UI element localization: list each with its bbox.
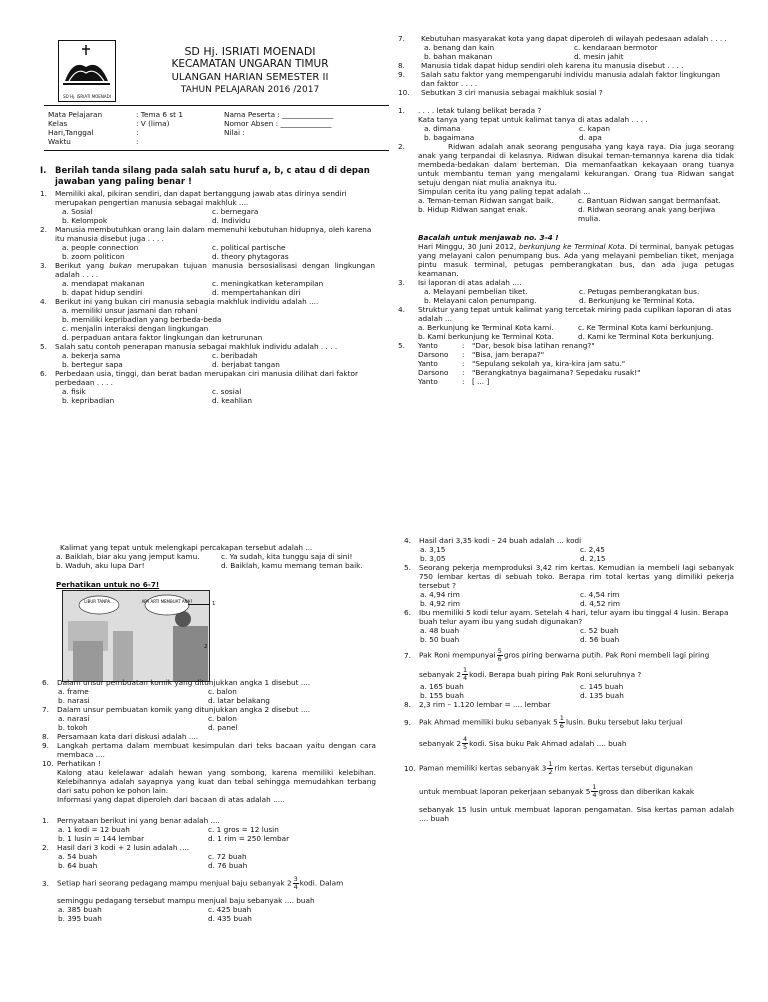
option-c[interactable]: c. 4,54 rim [580, 590, 620, 599]
option-d[interactable]: d. keahlian [212, 396, 252, 405]
value-hari: : [136, 128, 139, 137]
option-a[interactable]: a. 385 buah [58, 905, 102, 914]
dialog-line [418, 377, 641, 386]
option-a[interactable]: a. 54 buah [58, 852, 98, 861]
option-d[interactable]: d. Kami ke Terminal Kota berkunjung. [578, 332, 714, 341]
question-3: 3. Berikut yang bukan merupakan tujuan manusia bersosialisasi dengan lingkungan adalah . . . . a. mendapat makanan c. meningkatkan keterampilan b. dapat hidup sendiri d. mempertahankan diri [40, 261, 375, 297]
exam-title: ULANGAN HARIAN SEMESTER II [171, 72, 329, 83]
option-c[interactable]: c. 425 buah [208, 905, 252, 914]
school-logo-icon [59, 41, 114, 99]
left-bottom-section [56, 543, 376, 589]
option-d[interactable]: d. 76 buah [208, 861, 248, 870]
option-d[interactable]: d. 435 buah [208, 914, 252, 923]
option-a[interactable]: a. Melayani pembelian tiket. [424, 287, 528, 296]
option-b[interactable]: b. bagaimana [424, 133, 475, 142]
option-b[interactable]: b. 50 buah [420, 635, 460, 644]
question-5: 5. Salah satu contoh penerapan manusia sebagai makhluk individu adalah . . . . a. bekerja sama c. beribadah b. bertegur sapa d. berjabat tangan [40, 342, 375, 369]
section-instruction: I. Berilah tanda silang pada salah satu huruf a, b, c atau d di depan jawaban yang paling benar ! [40, 166, 370, 187]
option-c[interactable]: c. meningkatkan keterampilan [212, 279, 324, 288]
reading-title: Bacalah untuk menjawab no. 3-4 ! [418, 233, 559, 242]
value-kelas: : V (lima) [136, 119, 170, 128]
option-d[interactable]: d. Baiklah, kamu memang teman baik. [221, 561, 363, 570]
option-a[interactable]: a. 48 buah [420, 626, 460, 635]
option-d[interactable]: d. 56 buah [580, 635, 620, 644]
option-d[interactable]: d. theory phytagoras [212, 252, 289, 261]
option-d[interactable]: d. perpaduan antara faktor lingkungan dan ketrurunan [62, 333, 263, 342]
option-c[interactable]: c. political partische [212, 243, 286, 252]
option-d[interactable]: d. mempertahankan diri [212, 288, 301, 297]
option-d[interactable]: d. 135 buah [580, 691, 624, 700]
colon: : [462, 368, 465, 377]
option-b[interactable]: b. Hidup Ridwan sangat enak. [418, 205, 528, 214]
option-c[interactable]: c. kapan [579, 124, 610, 133]
option-a[interactable]: a. frame [58, 687, 89, 696]
option-a[interactable]: a. Berkunjung ke Terminal Kota kami. [418, 323, 554, 332]
option-d[interactable]: d. mesin jahit [574, 52, 624, 61]
comic-pointer-1 [188, 604, 210, 605]
option-c[interactable]: c. 52 buah [580, 626, 619, 635]
option-c[interactable]: c. menjalin interaksi dengan lingkungan [62, 324, 209, 333]
option-d[interactable]: d. 4,52 rim [580, 599, 620, 608]
logo-text: SD Hj. ISRIATI MOENADI [63, 94, 111, 99]
question-m5: 5. Seorang pekerja memproduksi 3,42 rim kertas. Kemudian ia membeli lagi sebanyak 750 lembar kertas di sebuah toko. Berapa rim total kertas yang dimiliki pekerja tersebut ? a. 4,94 rim c. 4,54 rim b. 4,92 rim d. 4,52 rim [404, 563, 734, 608]
option-c[interactable]: c. sosial [212, 387, 242, 396]
option-b[interactable]: b. 155 buah [420, 691, 464, 700]
colon: : [462, 359, 465, 368]
question-2: 2. Manusia membutuhkan orang lain dalam memenuhi kebutuhan hidupnya, oleh karena itu manusia disebut juga . . . . a. people connection c. political partische b. zoom politicon d. theory phytagoras [40, 225, 372, 261]
school-header [130, 45, 370, 96]
question-r1: 1. . . . . letak tulang belikat berada ? Kata tanya yang tepat untuk kalimat tanya di atas adalah . . . . a. dimana c. kapan b. bagaimana d. apa [398, 106, 734, 142]
field-nama[interactable]: Nama Peserta : ______________ [224, 110, 334, 119]
info-divider [44, 150, 389, 151]
utterance: "Berangkatnya bagaimana? Sepedaku rusak!" [472, 368, 641, 377]
option-a[interactable]: a. people connection [62, 243, 139, 252]
question-m9: 9. Pak Ahmad memiliki buku sebanyak 5 $\frac{1}{6}$ lusin. Buku tersebut laku terjual sebanyak 2 $\frac{4}{5}$ kodi. Sisa buku Pak Ahmad adalah .... buah [404, 714, 683, 751]
option-c[interactable]: c. kendaraan bermotor [574, 43, 658, 52]
option-c[interactable]: c. 72 buah [208, 852, 247, 861]
field-nomor[interactable]: Nomor Absen : ______________ [224, 119, 332, 128]
colon: : [462, 350, 465, 359]
reading-passage [398, 233, 734, 278]
label-kelas: Kelas [48, 119, 68, 128]
option-a[interactable]: a. 4,94 rim [420, 590, 460, 599]
option-b[interactable]: b. 395 buah [58, 914, 102, 923]
utterance: "Dar, besok bisa latihan renang?" [472, 341, 595, 350]
question-s7: 7. Dalam unsur pembuatan komik yang ditunjukkan angka 2 disebut .... a. narasi c. balon b. tokoh d. panel [42, 705, 376, 732]
question-m4: 4. Hasil dari 3,35 kodi – 24 buah adalah ... kodi a. 3,15 c. 2,45 b. 3,05 d. 2,15 [404, 536, 734, 563]
school-district: KECAMATAN UNGARAN TIMUR [171, 58, 329, 70]
option-d[interactable]: d. Berkunjung ke Terminal Kota. [579, 296, 695, 305]
option-b[interactable]: b. 4,92 rim [420, 599, 460, 608]
question-10: 10. Sebutkan 3 ciri manusia sebagai makhluk sosial ? [398, 88, 603, 97]
dialog-line [418, 350, 641, 359]
label-hari: Hari,Tanggal [48, 128, 94, 137]
option-a[interactable]: a. dimana [424, 124, 461, 133]
question-m6: 6. Ibu memiliki 5 kodi telur ayam. Setelah 4 hari, telur ayam ibu tinggal 4 lusin. Berapa buah telur ayam ibu yang sudah digunakan? a. 48 buah c. 52 buah b. 50 buah d. 56 buah [404, 608, 729, 644]
option-c[interactable]: c. beribadah [212, 351, 258, 360]
option-a[interactable]: a. 165 buah [420, 682, 464, 691]
option-d[interactable]: d. 2,15 [580, 554, 606, 563]
label-mapel: Mata Pelajaran [48, 110, 103, 119]
utterance: "Bisa, jam berapa?" [472, 350, 545, 359]
option-d[interactable]: d. Ridwan seorang anak yang berjiwa mulia. [578, 205, 716, 223]
school-name: SD Hj. ISRIATI MOENADI [184, 45, 316, 58]
question-m7: 7. Pak Roni mempunyai $\frac{5}{6}$ gros piring berwarna putih. Pak Roni membeli lagi piring sebanyak 2 $\frac{1}{4}$ kodi. Berapa buah piring Pak Roni seluruhnya ? a. 165 buah c. 145 buah b. 155 buah d. 135 buah [404, 648, 734, 700]
option-d[interactable]: d. Individu [212, 216, 251, 225]
option-a[interactable]: a. Baiklah, biar aku yang jemput kamu. [56, 552, 200, 561]
option-c[interactable]: c. bernegara [212, 207, 259, 216]
comic-bubble-1-text: LIBUR TANPA... [84, 599, 114, 604]
option-d[interactable]: d. berjabat tangan [212, 360, 280, 369]
question-8: 8. Manusia tidak dapat hidup sendiri oleh karena itu manusia disebut . . . . [398, 61, 684, 70]
option-a[interactable]: a. benang dan kain [424, 43, 495, 52]
dialog-question: Kalimat yang tepat untuk melengkapi percakapan tersebut adalah ... a. Baiklah, biar aku yang jemput kamu. c. Ya sudah, kita tunggu saja di sini! b. Waduh, aku lupa Dar! d. Baiklah, kamu memang teman baik. [56, 543, 376, 570]
question-s9: 9. Langkah pertama dalam membuat kesimpulan dari teks bacaan yaitu dengan cara membaca .... [42, 741, 376, 759]
question-7: 7. Kebutuhan masyarakat kota yang dapat diperoleh di wilayah pedesaan adalah . . . . a. benang dan kain c. kendaraan bermotor b. bahan makanan d. mesin jahit [398, 34, 727, 61]
option-a[interactable]: a. Sosial [62, 207, 93, 216]
left-top-section [40, 166, 375, 405]
option-b[interactable]: b. 64 buah [58, 861, 98, 870]
info-block [48, 110, 388, 146]
option-b[interactable]: b. tokoh [58, 723, 88, 732]
question-m10: 10. Paman memiliki kertas sebanyak 3 $\frac{1}{2}$ rim kertas. Kertas tersebut digunakan untuk membuat laporan pekerjaan sebanyak 5 $\frac{1}{4}$ gross dan diberikan kakak sebanyak 15 lusin untuk membuat laporan pengamatan. Sisa kertas paman adalah .... buah [404, 760, 734, 823]
speaker: Yanto [418, 341, 438, 350]
option-d[interactable]: d. panel [208, 723, 238, 732]
colon: : [462, 341, 465, 350]
comic-label-1: 1 [212, 601, 216, 607]
option-c[interactable]: c. Bantuan Ridwan sangat bermanfaat. [578, 196, 721, 205]
perhatikan-title: Perhatikan untuk no 6-7! [56, 580, 160, 589]
speaker: Yanto [418, 359, 438, 368]
question-9: 9. Salah satu faktor yang mempengaruhi individu manusia adalah faktor lingkungan dan faktor . . . . [398, 70, 720, 88]
question-r3: 3. Isi laporan di atas adalah .... a. Melayani pembelian tiket. c. Petugas pemberangkatan bus. b. Melayani calon penumpang. d. Berkunjung ke Terminal Kota. [398, 278, 734, 305]
school-year: TAHUN PELAJARAN 2016 /2017 [180, 85, 320, 95]
option-a[interactable]: a. narasi [58, 714, 90, 723]
option-a[interactable]: a. memiliki unsur jasmani dan rohani [62, 306, 198, 315]
option-d[interactable]: d. apa [579, 133, 602, 142]
value-waktu: : [136, 137, 139, 146]
header-divider [44, 105, 389, 106]
question-m1: 1. Pernyataan berikut ini yang benar adalah .... a. 1 kodi = 12 buah c. 1 gros = 12 lusin b. 1 lusin = 144 lembar d. 1 rim = 250 lembar [42, 816, 376, 843]
question-s8: 8. Persamaan kata dari diskusi adalah .... [42, 732, 199, 741]
dialog-line [418, 368, 641, 377]
label-waktu: Waktu [48, 137, 71, 146]
speaker: Yanto [418, 377, 438, 386]
option-b[interactable]: b. Melayani calon penumpang. [424, 296, 537, 305]
utterance: [ ... ] [472, 377, 490, 386]
dialog-lines [418, 341, 641, 386]
option-c[interactable]: c. Ya sudah, kita tunggu saja di sini! [221, 552, 353, 561]
option-c[interactable]: c. 2,45 [580, 545, 605, 554]
comic-label-2: 2 [204, 644, 208, 650]
option-b[interactable]: b. kepribadian [62, 396, 115, 405]
right-bottom-section [404, 536, 734, 823]
option-b[interactable]: b. dapat hidup sendiri [62, 288, 143, 297]
utterance: "Sepulang sekolah ya, kira-kira jam satu." [472, 359, 626, 368]
option-b[interactable]: b. Kelompok [62, 216, 108, 225]
option-b[interactable]: b. narasi [58, 696, 90, 705]
option-b[interactable]: b. bahan makanan [424, 52, 493, 61]
option-b[interactable]: b. Kami berkunjung ke Terminal Kota. [418, 332, 554, 341]
value-mapel: : Tema 6 st 1 [136, 110, 183, 119]
speaker: Darsono [418, 350, 449, 359]
option-c[interactable]: c. balon [208, 714, 237, 723]
question-1: 1. Memiliki akal, pikiran sendiri, dan dapat bertanggung jawab atas dirinya sendiri merupakan pengertian manusia sebagai makhluk .... a. Sosial c. bernegara b. Kelompok d. Individu [40, 189, 375, 225]
colon: : [462, 377, 465, 386]
dialog-line [418, 359, 641, 368]
question-m3: 3. Setiap hari seorang pedagang mampu menjual baju sebanyak 2 $\frac{3}{4}$ kodi. Dalam seminggu pedagang tersebut mampu menjual baju sebanyak .... buah a. 385 buah c. 425 buah b. 395 buah d. 435 buah [42, 876, 376, 923]
option-a[interactable]: a. mendapat makanan [62, 279, 145, 288]
option-b[interactable]: b. zoom politicon [62, 252, 125, 261]
comic-bubble-2-text: APA ARTI MEMBUAT ANA? [141, 599, 193, 604]
option-b[interactable]: b. bertegur sapa [62, 360, 123, 369]
option-a[interactable]: a. 3,15 [420, 545, 446, 554]
question-r2: 2. Ridwan adalah anak seorang pengusaha yang kaya raya. Dia juga seorang anak yang terpandai di kelasnya. Ridwan disukai teman-temannya karena dia tidak membeda-bedakan dalam berteman. Dia memanfaatkan kekayaan orang tuanya untuk membantu teman yang mengalami kekurangan. Orang tua Ridwan sangat setuju dengan niat mulia anaknya itu. Simpulan cerita itu yang paling tepat adalah ... a. Teman-teman Ridwan sangat baik. c. Bantuan Ridwan sangat bermanfaat. b. Hidup Ridwan sangat enak. d. Ridwan seorang anak yang berjiwa mulia. [398, 142, 734, 223]
left-bottom-questions [42, 678, 376, 923]
question-s10: 10. Perhatikan ! Kalong atau kelelawar adalah hewan yang sombong, karena memiliki kelebihan. Kelebihannya adalah sayapnya yang kuat dan tebal sehingga memudahkan terbang dari satu pohon ke pohon lain. Informasi yang dapat diperoleh dari bacaan di atas adalah ..... [42, 759, 376, 804]
speaker: Darsono [418, 368, 449, 377]
option-a[interactable]: a. fisik [62, 387, 86, 396]
reading-text: Hari Minggu, 30 Juni 2012, berkunjung ke Terminal Kota. Di terminal, banyak petugas yang melayani calon penumpang bus. Ada yang melayani pembelian tiket, menjaga pintu masuk terminal, petugas pemberangkatan bus, dan ada juga petugas keamanan. [418, 242, 734, 278]
option-b[interactable]: b. 1 lusin = 144 lembar [58, 834, 145, 843]
question-r4: 4. Struktur yang tepat untuk kalimat yang tercetak miring pada cuplikan laporan di atas adalah ... a. Berkunjung ke Terminal Kota kami. c. Ke Terminal Kota kami berkunjung. b. Kami berkunjung ke Terminal Kota. d. Kami ke Terminal Kota berkunjung. [398, 305, 734, 341]
question-r5: 5. Yanto : "Dar, besok bisa latihan renang?" Darsono : "Bisa, jam berapa?" Yanto : "Sepulang sekolah ya, kira-kira jam satu." Darsono : "Berangkatnya bagaimana? Sepedaku rusak!" Yanto : [ ... ] [398, 341, 641, 386]
option-c[interactable]: c. 145 buah [580, 682, 624, 691]
option-a[interactable]: a. bekerja sama [62, 351, 121, 360]
option-b[interactable]: b. Waduh, aku lupa Dar! [56, 561, 145, 570]
right-top-section [398, 34, 734, 386]
option-c[interactable]: c. balon [208, 687, 237, 696]
dialog-line [418, 341, 641, 350]
question-s6: 6. Dalam unsur pembuatan komik yang ditunjukkan angka 1 disebut .... a. frame c. balon b. narasi d. latar belakang [42, 678, 376, 705]
question-4: 4. Berikut ini yang bukan ciri manusia sebagia makhluk individu adalah .... a. memiliki unsur jasmani dan rohani b. memiliki kepribadian yang berbeda-beda c. menjalin interaksi dengan lingkungan d. perpaduan antara faktor lingkungan dan ketrurunan [40, 297, 375, 342]
option-c[interactable]: c. Petugas pemberangkatan bus. [579, 287, 700, 296]
option-c[interactable]: c. Ke Terminal Kota kami berkunjung. [578, 323, 714, 332]
option-b[interactable]: b. memiliki kepribadian yang berbeda-beda [62, 315, 222, 324]
option-c[interactable]: c. 1 gros = 12 lusin [208, 825, 279, 834]
option-b[interactable]: b. 3,05 [420, 554, 446, 563]
option-a[interactable]: a. 1 kodi = 12 buah [58, 825, 130, 834]
question-6: 6. Perbedaan usia, tinggi, dan berat badan merupakan ciri manusia dilihat dari faktor perbedaan . . . . a. fisik c. sosial b. kepribadian d. keahlian [40, 369, 375, 405]
option-d[interactable]: d. latar belakang [208, 696, 270, 705]
option-a[interactable]: a. Teman-teman Ridwan sangat baik. [418, 196, 554, 205]
field-nilai[interactable]: Nilai : [224, 128, 245, 137]
school-logo [58, 40, 116, 102]
option-d[interactable]: d. 1 rim = 250 lembar [208, 834, 290, 843]
question-m8: 8. 2,3 rim – 1.120 lembar = .... lembar [404, 700, 551, 709]
question-m2: 2. Hasil dari 3 kodi + 2 lusin adalah .... a. 54 buah c. 72 buah b. 64 buah d. 76 buah [42, 843, 376, 870]
